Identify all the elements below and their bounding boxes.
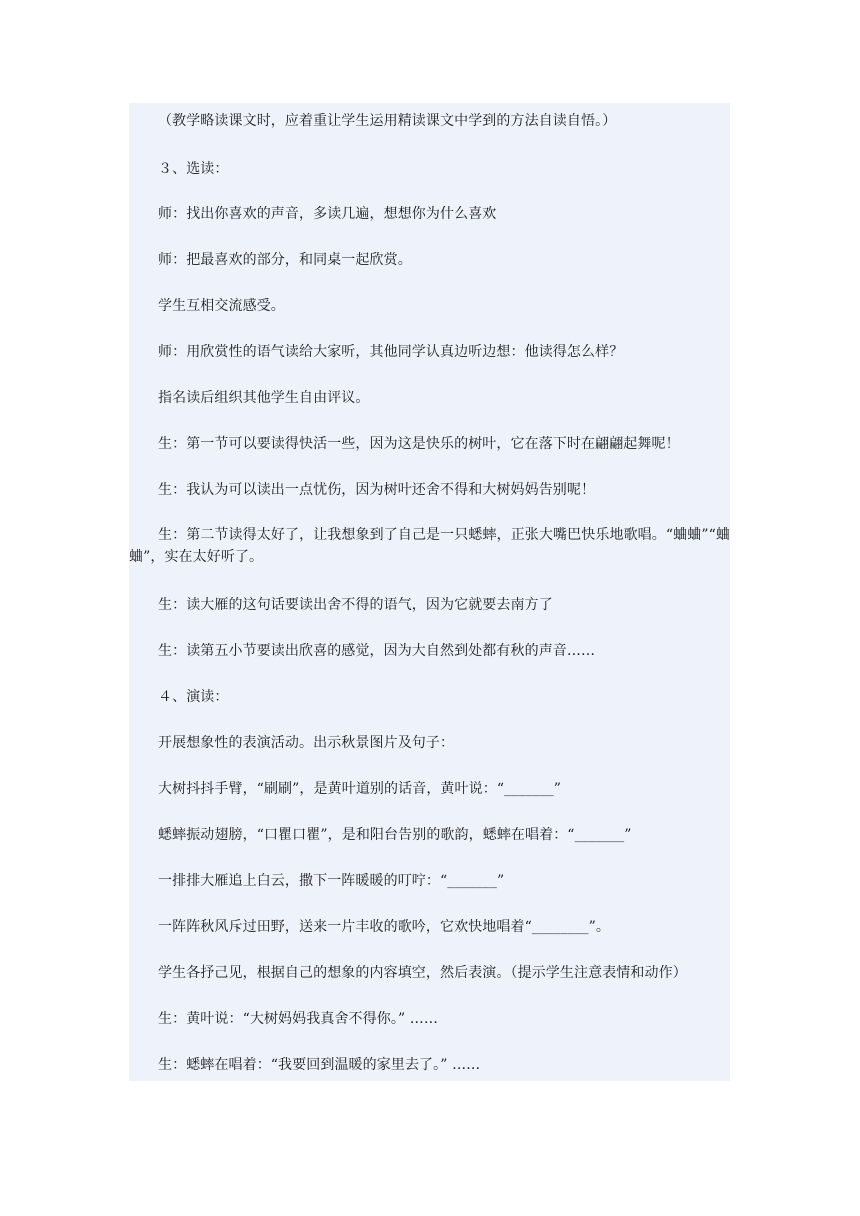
paragraph: 师：找出你喜欢的声音，多读几遍，想想你为什么喜欢 bbox=[158, 206, 497, 222]
paragraph-fill-blank: 大树抖抖手臂，“刷刷”，是黄叶道别的话音，黄叶说：“_______” bbox=[158, 781, 562, 797]
heading-section-4: ４、演读： bbox=[158, 689, 229, 705]
paragraph: 生：第二节读得太好了，让我想象到了自己是一只蟋蟀，正张大嘴巴快乐地歌唱。“蛐蛐”“蛐蛐”，实在太好听了。 bbox=[129, 527, 730, 565]
paragraph: 生：读第五小节要读出欣喜的感觉，因为大自然到处都有秋的声音…… bbox=[158, 643, 596, 659]
paragraph: 开展想象性的表演活动。出示秋景图片及句子： bbox=[158, 735, 455, 751]
paragraph-fill-blank: 一阵阵秋风斥过田野，送来一片丰收的歌吟，它欢快地唱着“________”。 bbox=[158, 919, 611, 935]
paragraph: 指名读后组织其他学生自由评议。 bbox=[158, 390, 370, 406]
heading-section-3: ３、选读： bbox=[158, 161, 229, 177]
paragraph: 生：第一节可以要读得快活一些，因为这是快乐的树叶，它在落下时在翩翩起舞呢！ bbox=[158, 436, 680, 452]
paragraph-fill-blank: 蟋蟀振动翅膀，“口瞿口瞿”，是和阳台告别的歌韵，蟋蟀在唱着：“_______” bbox=[158, 827, 632, 843]
paragraph: 学生互相交流感受。 bbox=[158, 298, 285, 314]
paragraph: 学生各抒己见，根据自己的想象的内容填空，然后表演。（提示学生注意表情和动作） bbox=[158, 965, 687, 981]
paragraph: 生：黄叶说：“大树妈妈我真舍不得你。” …… bbox=[158, 1011, 438, 1027]
paragraph-fill-blank: 一排排大雁追上白云，撒下一阵暖暖的叮咛：“_______” bbox=[158, 873, 505, 889]
paragraph-teaching-note: （教学略读课文时，应着重让学生运用精读课文中学到的方法自读自悟。） bbox=[158, 113, 617, 129]
paragraph: 师：把最喜欢的部分，和同桌一起欣赏。 bbox=[158, 252, 412, 268]
paragraph: 生：我认为可以读出一点忧伤，因为树叶还舍不得和大树妈妈告别呢！ bbox=[158, 482, 596, 498]
paragraph: 生：蟋蟀在唱着：“我要回到温暖的家里去了。” …… bbox=[158, 1057, 481, 1073]
paragraph: 师：用欣赏性的语气读给大家听，其他同学认真边听边想：他读得怎么样？ bbox=[158, 344, 624, 360]
paragraph: 生：读大雁的这句话要读出舍不得的语气，因为它就要去南方了 bbox=[158, 597, 553, 613]
document-body bbox=[129, 103, 730, 1081]
